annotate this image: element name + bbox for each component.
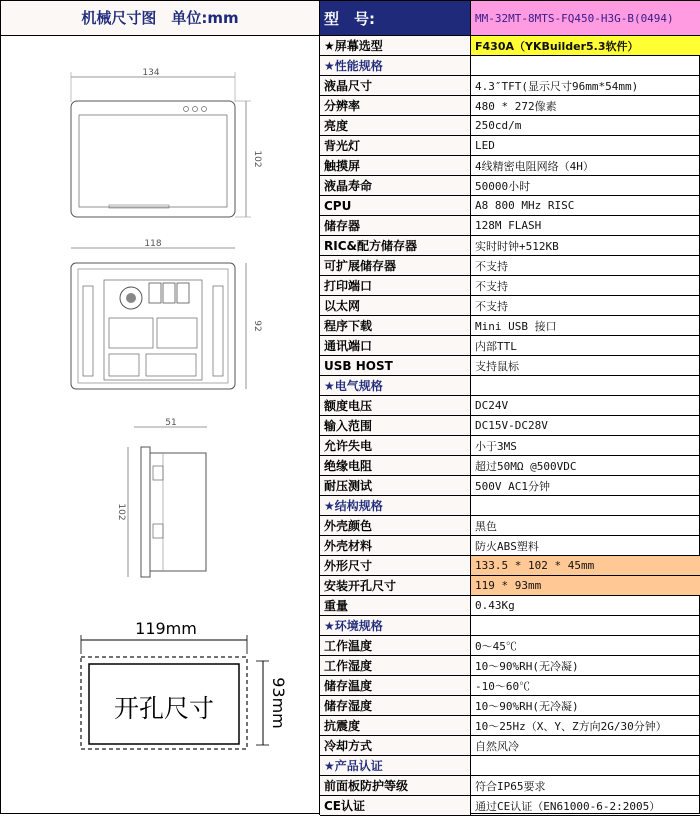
spec-section-row xyxy=(320,376,700,396)
back-view-drawing xyxy=(71,239,262,389)
spec-key: 外形尺寸 xyxy=(320,556,471,576)
spec-value: 超过50MΩ @500VDC xyxy=(471,456,700,476)
spec-row xyxy=(320,196,700,216)
spec-value: 0.43Kg xyxy=(471,596,700,616)
spec-row xyxy=(320,116,700,136)
cutout-label: 开孔尺寸 xyxy=(114,694,214,723)
spec-key: 抗震度 xyxy=(320,716,471,736)
section-title: ★性能规格 xyxy=(320,56,471,76)
spec-section-row xyxy=(320,616,700,636)
front-view-drawing xyxy=(71,68,262,217)
spec-value: 符合IP65要求 xyxy=(471,776,700,796)
section-title: ★产品认证 xyxy=(320,756,471,776)
spec-row xyxy=(320,536,700,556)
spec-row xyxy=(320,656,700,676)
spec-key: 外壳颜色 xyxy=(320,516,471,536)
spec-value: LED xyxy=(471,136,700,156)
spec-value xyxy=(471,756,700,776)
spec-key: 前面板防护等级 xyxy=(320,776,471,796)
spec-row xyxy=(320,176,700,196)
spec-section-row xyxy=(320,756,700,776)
section-title: ★环境规格 xyxy=(320,616,471,636)
spec-key: 允许失电 xyxy=(320,436,471,456)
spec-value: 小于3MS xyxy=(471,436,700,456)
spec-value: F430A（YKBuilder5.3软件） xyxy=(471,36,700,56)
spec-row xyxy=(320,336,700,356)
spec-row xyxy=(320,716,700,736)
drawing-header: 机械尺寸图 单位:mm xyxy=(1,1,320,36)
spec-value: A8 800 MHz RISC xyxy=(471,196,700,216)
spec-key: 输入范围 xyxy=(320,416,471,436)
spec-value: MM-32MT-8MTS-FQ450-H3G-B(0494) xyxy=(471,1,700,36)
spec-value: 防火ABS塑料 xyxy=(471,536,700,556)
spec-value: 10～25Hz（X、Y、Z方向2G/30分钟） xyxy=(471,716,700,736)
spec-row xyxy=(320,576,700,596)
mechanical-drawings xyxy=(1,36,319,815)
spec-key: 重量 xyxy=(320,596,471,616)
spec-row xyxy=(320,1,700,36)
spec-row xyxy=(320,416,700,436)
spec-row xyxy=(320,596,700,616)
spec-value: 黑色 xyxy=(471,516,700,536)
spec-value: Mini USB 接口 xyxy=(471,316,700,336)
spec-row xyxy=(320,136,700,156)
spec-key: CE认证 xyxy=(320,796,471,816)
spec-table xyxy=(320,1,700,816)
spec-key: 打印端口 xyxy=(320,276,471,296)
spec-row xyxy=(320,356,700,376)
spec-key: 液晶尺寸 xyxy=(320,76,471,96)
spec-value xyxy=(471,376,700,396)
spec-row xyxy=(320,676,700,696)
section-title: ★电气规格 xyxy=(320,376,471,396)
cutout-height-dim: 93mm xyxy=(269,677,288,729)
spec-row xyxy=(320,796,700,816)
spec-row xyxy=(320,276,700,296)
spec-value: 自然风冷 xyxy=(471,736,700,756)
back-height-dim: 92 xyxy=(252,320,262,331)
spec-value: 通过CE认证（EN61000-6-2:2005） xyxy=(471,796,700,816)
cutout-drawing xyxy=(81,619,288,749)
spec-value: 内部TTL xyxy=(471,336,700,356)
spec-key: RIC&配方储存器 xyxy=(320,236,471,256)
spec-row xyxy=(320,556,700,576)
spec-row xyxy=(320,216,700,236)
spec-value: DC24V xyxy=(471,396,700,416)
spec-row xyxy=(320,516,700,536)
spec-value xyxy=(471,496,700,516)
spec-key: 储存温度 xyxy=(320,676,471,696)
spec-value: DC15V-DC28V xyxy=(471,416,700,436)
side-height-dim: 102 xyxy=(116,503,126,520)
spec-row xyxy=(320,256,700,276)
spec-value: 0～45℃ xyxy=(471,636,700,656)
front-height-dim: 102 xyxy=(252,150,262,167)
spec-value: 250cd/m xyxy=(471,116,700,136)
spec-value: 支持鼠标 xyxy=(471,356,700,376)
spec-key: 储存湿度 xyxy=(320,696,471,716)
spec-key: 安装开孔尺寸 xyxy=(320,576,471,596)
spec-value: 50000小时 xyxy=(471,176,700,196)
spec-value: 10～90%RH(无冷凝) xyxy=(471,656,700,676)
drawing-panel xyxy=(1,36,320,815)
spec-key: 绝缘电阻 xyxy=(320,456,471,476)
spec-key: 外壳材料 xyxy=(320,536,471,556)
spec-value: -10～60℃ xyxy=(471,676,700,696)
spec-value: 119 * 93mm xyxy=(471,576,700,596)
spec-key: 触摸屏 xyxy=(320,156,471,176)
spec-row xyxy=(320,636,700,656)
spec-key: 冷却方式 xyxy=(320,736,471,756)
section-title: ★结构规格 xyxy=(320,496,471,516)
spec-row xyxy=(320,96,700,116)
spec-value: 128M FLASH xyxy=(471,216,700,236)
spec-row xyxy=(320,696,700,716)
spec-key: 通讯端口 xyxy=(320,336,471,356)
spec-row xyxy=(320,436,700,456)
spec-key: 程序下载 xyxy=(320,316,471,336)
spec-row xyxy=(320,456,700,476)
spec-key: 背光灯 xyxy=(320,136,471,156)
spec-value: 133.5 * 102 * 45mm xyxy=(471,556,700,576)
front-width-dim: 134 xyxy=(142,68,159,78)
spec-value: 4线精密电阻网络（4H） xyxy=(471,156,700,176)
spec-key: 以太网 xyxy=(320,296,471,316)
spec-key: 储存器 xyxy=(320,216,471,236)
spec-row xyxy=(320,396,700,416)
spec-key: 型 号: xyxy=(320,1,471,36)
spec-key: 液晶寿命 xyxy=(320,176,471,196)
spec-value: 4.3″TFT(显示尺寸96mm*54mm) xyxy=(471,76,700,96)
spec-section-row xyxy=(320,496,700,516)
spec-value: 实时时钟+512KB xyxy=(471,236,700,256)
spec-key: 工作温度 xyxy=(320,636,471,656)
spec-value: 不支持 xyxy=(471,256,700,276)
spec-row xyxy=(320,736,700,756)
spec-key: 工作湿度 xyxy=(320,656,471,676)
spec-key: 亮度 xyxy=(320,116,471,136)
spec-row xyxy=(320,156,700,176)
spec-row xyxy=(320,76,700,96)
spec-key: 耐压测试 xyxy=(320,476,471,496)
spec-key: ★屏幕选型 xyxy=(320,36,471,56)
spec-row xyxy=(320,316,700,336)
spec-key: 可扩展储存器 xyxy=(320,256,471,276)
spec-section-row xyxy=(320,56,700,76)
spec-key: CPU xyxy=(320,196,471,216)
spec-key: USB HOST xyxy=(320,356,471,376)
spec-row xyxy=(320,296,700,316)
spec-value xyxy=(471,616,700,636)
side-width-dim: 51 xyxy=(165,418,176,428)
spec-row xyxy=(320,236,700,256)
spec-row xyxy=(320,36,700,56)
side-view-drawing xyxy=(116,418,207,577)
spec-key: 额度电压 xyxy=(320,396,471,416)
cutout-width-dim: 119mm xyxy=(135,619,197,638)
spec-value: 不支持 xyxy=(471,296,700,316)
spec-value: 500V AC1分钟 xyxy=(471,476,700,496)
spec-value xyxy=(471,56,700,76)
spec-key: 分辨率 xyxy=(320,96,471,116)
spec-value: 480 * 272像素 xyxy=(471,96,700,116)
spec-row xyxy=(320,476,700,496)
spec-row xyxy=(320,776,700,796)
spec-value: 不支持 xyxy=(471,276,700,296)
spec-value: 10～90%RH(无冷凝) xyxy=(471,696,700,716)
back-width-dim: 118 xyxy=(144,239,161,249)
